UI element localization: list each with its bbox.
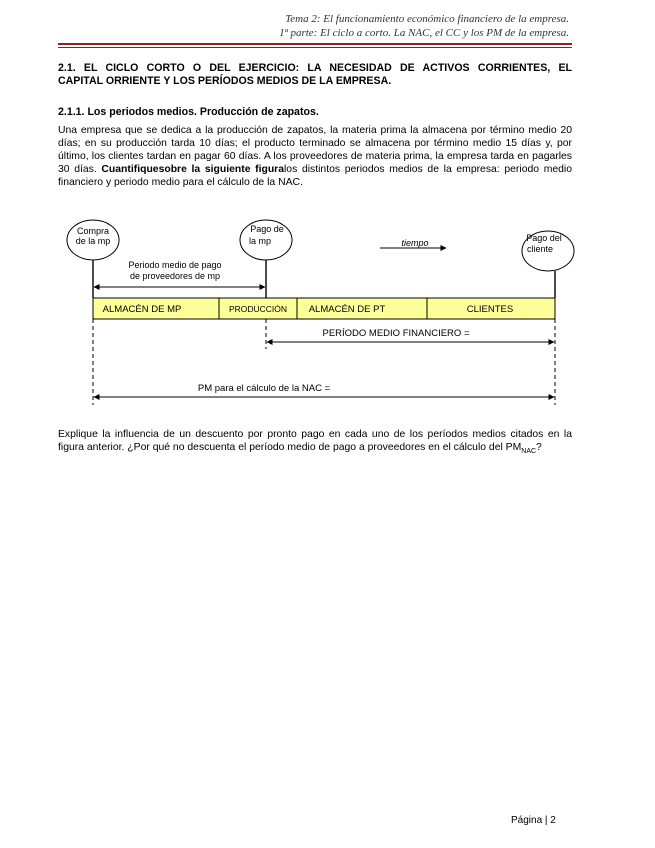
- box-almacen-pt-label: ALMACÉN DE PT: [308, 304, 386, 315]
- header-title: Tema 2: El funcionamiento económico financiero de la empresa.: [285, 13, 569, 25]
- section-title-line1: 2.1. EL CICLO CORTO O DEL EJERCICIO: LA NECESIDAD DE ACTIVOS CORRIENTES, EL: [58, 62, 572, 74]
- question-text: Explique la influencia de un descuento por pronto pago en cada uno de los períodos medios citados en la figura anterior. ¿Por qué no descuenta el período medio de pago a proveedores en el cálculo del PM: [58, 429, 572, 453]
- circle-pago-label-2: la mp: [248, 236, 272, 246]
- circle-cliente-label-1: Pago del: [526, 233, 562, 243]
- section-title-line2: CAPITAL ORRIENTE Y LOS PERÍODOS MEDIOS DE LA EMPRESA.: [58, 75, 392, 87]
- circle-compra-label-1: Compra: [76, 226, 110, 236]
- header-subtitle: 1ª parte: El ciclo a corto. La NAC, el CC y los PM de la empresa.: [279, 27, 569, 39]
- box-produccion-label: PRODUCCIÓN: [228, 304, 288, 314]
- circle-compra-label-2: de la mp: [75, 236, 111, 246]
- subsection-title: 2.1.1. Los periodos medios. Producción de zapatos.: [58, 106, 319, 118]
- box-clientes-label: CLIENTES: [466, 304, 514, 315]
- paragraph-text: Una empresa que se dedica a la producción de zapatos, la materia prima la almacena por término medio 20 días; en su producción tarda 10 días; el producto terminado se almacena por término medio 15 días y, por último, los clientes tardan en pagar 60 días. A los proveedores de materia prima, la empresa tarda en pagarles 30 días.: [58, 125, 572, 175]
- pm-financiero-label: PERÍODO MEDIO FINANCIERO =: [322, 328, 470, 339]
- tiempo-label: tiempo: [401, 238, 429, 248]
- question-paragraph: [58, 428, 572, 458]
- pm-pago-label-2: de proveedores de mp: [129, 271, 221, 281]
- circle-cliente-label-2: cliente: [526, 244, 554, 254]
- box-almacen-mp-label: ALMACÉN DE MP: [102, 304, 182, 315]
- paragraph-text-end: los distintos periodos medios de la empresa: periodo medio financiero y periodo medio para el cálculo de la NAC.: [58, 164, 572, 188]
- pm-nac-label: PM para el cálculo de la NAC =: [197, 383, 331, 394]
- circle-pago-label-1: Pago de: [250, 224, 284, 234]
- page-number: Página | 2: [511, 815, 556, 826]
- question-subscript: NAC: [521, 448, 537, 456]
- question-end: ?: [536, 442, 542, 453]
- paragraph-bold: Cuantifiquesobre la siguiente figura: [101, 164, 284, 175]
- pm-pago-label-1: Periodo medio de pago: [128, 260, 222, 270]
